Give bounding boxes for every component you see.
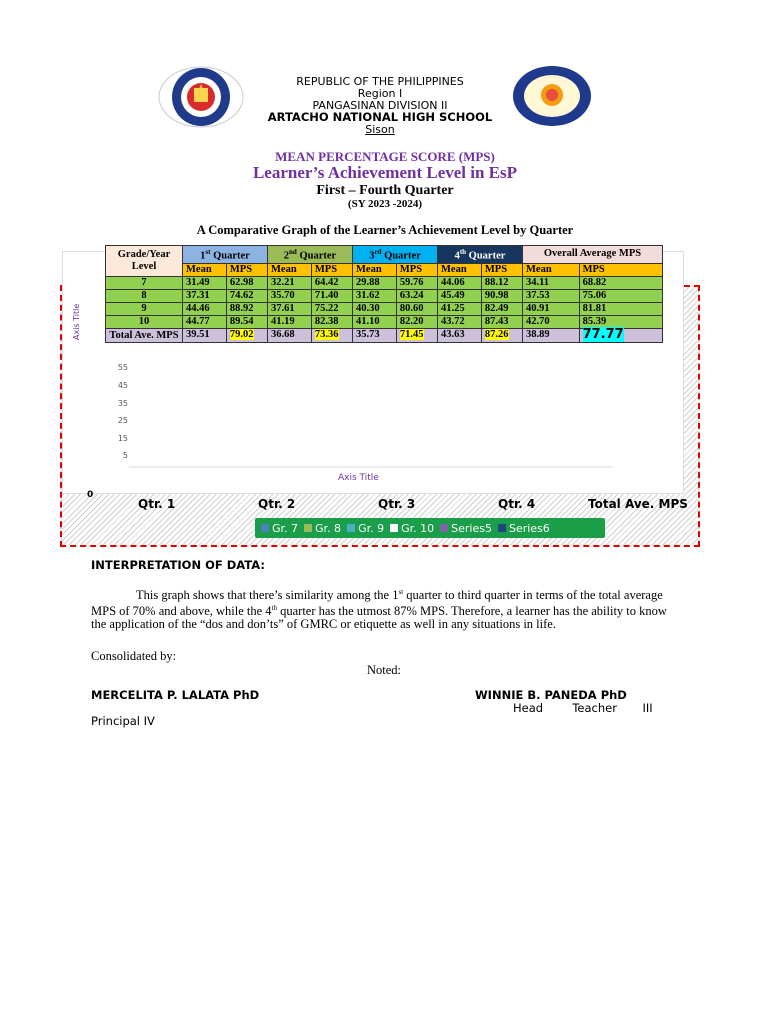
interpretation-paragraph: This graph shows that there’s similarity among the 1st quarter to third quarter in terms of the total average MPS of 70% and above, while the 4th quarter has the utmost 87% MPS. Therefore, a learner has the ability to know the application of the “dos and don’ts” of GMRC or etiquette as well in any situations in life. [91, 588, 667, 632]
legend-swatch [440, 524, 448, 532]
col-mean: Mean [353, 263, 397, 276]
table-row: 10 44.77 89.54 41.19 82.38 41.10 82.20 43.72 87.43 42.70 85.39 [106, 315, 663, 328]
col-mean: Mean [438, 263, 482, 276]
legend-swatch [498, 524, 506, 532]
legend-item: Series5 [440, 522, 492, 535]
signatory-principal-name: MERCELITA P. LALATA PhD [91, 688, 260, 702]
legend-item: Gr. 9 [347, 522, 384, 535]
q2-header: 2nd Quarter [268, 246, 353, 264]
legend-item: Series6 [498, 522, 550, 535]
chart-legend [255, 518, 605, 538]
col-mps: MPS [311, 263, 352, 276]
legend-item: Gr. 8 [304, 522, 341, 535]
category-label: Qtr. 4 [498, 497, 536, 511]
table-row: 9 44.46 88.92 37.61 75.22 40.30 80.60 41.25 82.49 40.91 81.81 [106, 302, 663, 315]
q3-header: 3rd Quarter [353, 246, 438, 264]
col-mean: Mean [183, 263, 227, 276]
grade-header: Grade/Year Level [106, 246, 183, 277]
q4-header: 4th Quarter [438, 246, 523, 264]
principal-title: Principal IV [91, 714, 155, 728]
overall-header: Overall Average MPS [523, 246, 663, 264]
y-axis-title: Axis Title [72, 303, 81, 340]
y-tick: 5 [122, 451, 128, 460]
main-title: Learner’s Achievement Level in EsP [252, 163, 518, 182]
interpretation-heading: INTERPRETATION OF DATA: [91, 558, 265, 572]
mps-title: MEAN PERCENTAGE SCORE (MPS) [275, 149, 495, 164]
category-label: Qtr. 3 [378, 497, 416, 511]
col-mean: Mean [268, 263, 312, 276]
legend-swatch [390, 524, 398, 532]
legend-item: Gr. 7 [261, 522, 298, 535]
col-mean: Mean [523, 263, 580, 276]
sy-title: (SY 2023 -2024) [347, 198, 423, 210]
signatory-head-teacher-name: WINNIE B. PANEDA PhD [475, 688, 627, 702]
legend-swatch [304, 524, 312, 532]
table-row: 8 37.31 74.62 35.70 71.40 31.62 63.24 45.49 90.98 37.53 75.06 [106, 289, 663, 302]
legend-item: Gr. 10 [390, 522, 434, 535]
y-tick: 25 [117, 416, 128, 425]
table-row: 7 31.49 62.98 32.21 64.42 29.88 59.76 44.06 88.12 34.11 68.82 [106, 276, 663, 289]
y-tick: 15 [117, 434, 128, 443]
legend-swatch [347, 524, 355, 532]
col-mps: MPS [226, 263, 267, 276]
zero-label: 0 [87, 490, 94, 500]
head-teacher-title: Head Teacher III [513, 701, 653, 715]
legend-swatch [261, 524, 269, 532]
school-town: Sison [365, 123, 395, 136]
mps-table [105, 245, 663, 343]
division-line: PANGASINAN DIVISION II [312, 99, 448, 112]
y-tick: 35 [117, 399, 128, 408]
school-name: ARTACHO NATIONAL HIGH SCHOOL [267, 110, 493, 124]
republic-line: REPUBLIC OF THE PHILIPPINES [296, 75, 464, 88]
col-mps: MPS [396, 263, 437, 276]
category-label: Qtr. 2 [258, 497, 296, 511]
x-axis-title: Axis Title [338, 473, 379, 483]
quarter-title: First – Fourth Quarter [316, 183, 454, 198]
total-row: Total Ave. MPS 39.51 79.02 36.68 73.36 35.73 71.45 43.63 87.26 38.89 77.77 [106, 328, 663, 342]
graph-title: A Comparative Graph of the Learner’s Achievement Level by Quarter [196, 223, 574, 237]
q1-header: 1st Quarter [183, 246, 268, 264]
y-tick: 55 [117, 363, 128, 372]
y-tick: 45 [117, 381, 128, 390]
col-mps: MPS [481, 263, 522, 276]
category-label: Total Ave. MPS [588, 497, 688, 511]
consolidated-label: Consolidated by: [91, 649, 177, 663]
noted-label: Noted: [367, 663, 402, 677]
category-label: Qtr. 1 [138, 497, 176, 511]
region-line: Region I [357, 87, 403, 100]
col-mps: MPS [579, 263, 662, 276]
